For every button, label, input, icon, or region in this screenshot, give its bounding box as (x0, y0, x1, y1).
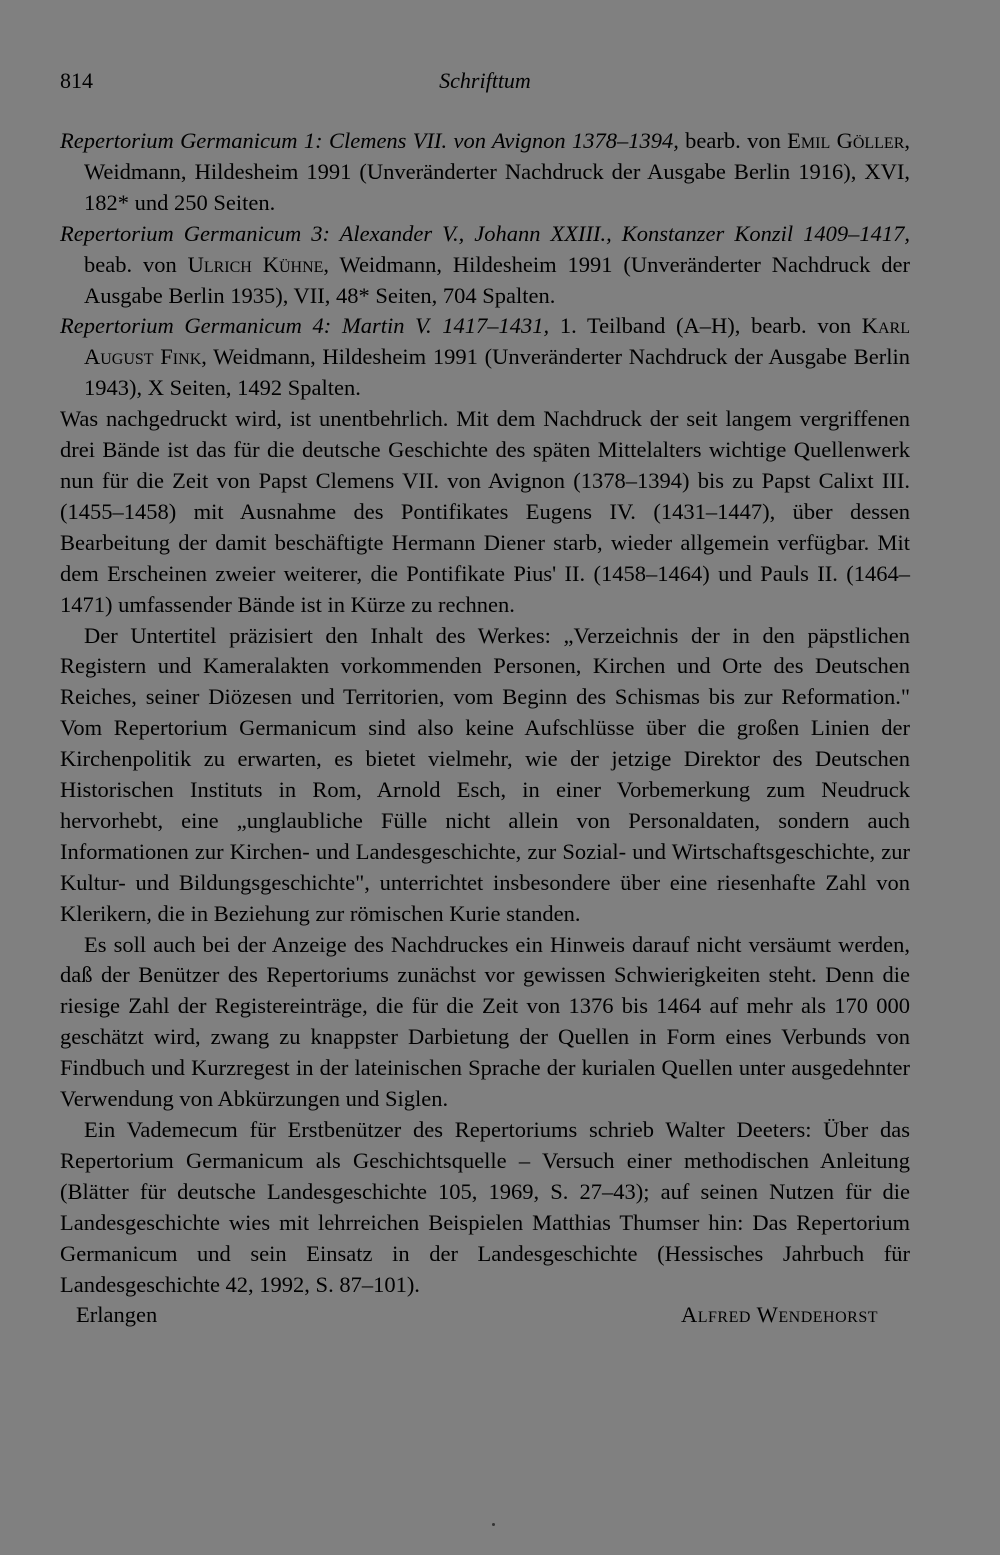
entry-pre-editor: bearb. von (678, 128, 788, 153)
entry-editor: Karl August Fink (84, 313, 910, 370)
entry-publication: , Weidmann, Hildesheim 1991 (Unveränderter Nachdruck der Ausgabe Berlin 1935), VII, 48* Seiten, 704 Spalten. (84, 251, 910, 308)
entry-editor: Emil Göller (787, 128, 905, 153)
review-paragraph: Was nachgedruckt wird, ist unentbehrlich. Mit dem Nachdruck der seit langem vergriffenen drei Bände ist das für die deutsche Geschichte des späten Mittelalters wichtige Quellenwerk nun für die Zeit von Papst Clemens VII. von Avignon (1378–1394) bis zu Papst Calixt III. (1455–1458) mit Ausnahme des Pontifikates Eugens IV. (1431–1447), über dessen Bearbeitung der damit beschäftigte Hermann Diener starb, wieder allgemein verfügbar. Mit dem Erscheinen zweier weiterer, die Pontifikate Pius' II. (1458–1464) und Pauls II. (1464–1471) umfassender Bände ist in Kürze zu rechnen. (60, 406, 910, 617)
entry-editor: Ulrich Kühne (187, 251, 324, 277)
entry-publication: , Weidmann, Hildesheim 1991 (Unveränderter Nachdruck der Ausgabe Berlin 1916), XVI, 182* und 250 Seiten. (84, 128, 910, 215)
entry-pre-editor: beab. von (84, 251, 188, 277)
signoff-author: Alfred Wendehorst (681, 1302, 878, 1328)
review-body (60, 126, 910, 1331)
running-title: Schrifttum (439, 68, 531, 93)
review-paragraph: Der Untertitel präzisiert den Inhalt des Werkes: „Verzeichnis der in den päpstlichen Registern und Kameralakten vorkommenden Personen, Kirchen und Orte des Deutschen Reiches, seiner Diözesen und Territorien, vom Beginn des Schismas bis zur Reformation." Vom Repertorium Germanicum sind also keine Aufschlüsse über die großen Linien der Kirchenpolitik zu erwarten, es bietet vielmehr, wie der jetzige Direktor des Deutschen Historischen Instituts in Rom, Arnold Esch, in einer Vorbemerkung zum Neudruck hervorhebt, eine „unglaubliche Fülle nicht allein von Personaldaten, sondern auch Informationen zur Kirchen- und Landesgeschichte, zur Sozial- und Wirtschaftsgeschichte, zur Kultur- und Bildungsgeschichte", unterrichtet insbesondere über eine riesenhafte Zahl von Klerikern, die in Beziehung zur römischen Kurie standen. (60, 622, 910, 926)
entry-publication: , Weidmann, Hildesheim 1991 (Unveränderter Nachdruck der Ausgabe Berlin 1943), X Seiten, 1492 Spalten. (84, 344, 910, 401)
page-number: 814 (60, 68, 93, 93)
entry-title: Repertorium Germanicum 4: Martin V. 1417–1431, (60, 313, 550, 339)
bibliographic-entry (60, 219, 910, 312)
scan-speck (492, 1523, 495, 1526)
entry-pre-editor: 1. Teilband (A–H), bearb. von (549, 313, 862, 339)
review-paragraph: Es soll auch bei der Anzeige des Nachdruckes ein Hinweis darauf nicht versäumt werden, daß der Benützer des Repertoriums zunächst vor gewissen Schwierigkeiten steht. Denn die riesige Zahl der Registereinträge, die für die Zeit von 1376 bis 1464 auf mehr als 170 000 geschätzt wird, zwang zu knappster Darbietung der Quellen in Form eines Verbunds von Findbuch und Kurzregest in der lateinischen Sprache der kurialen Quellen unter ausgedehnter Verwendung von Abkürzungen und Siglen. (60, 931, 910, 1112)
running-head (60, 68, 910, 98)
entry-title: Repertorium Germanicum 1: Clemens VII. von Avignon 1378–1394, (60, 128, 679, 153)
review-paragraph: Ein Vademecum für Erstbenützer des Repertoriums schrieb Walter Deeters: Über das Repertorium Germanicum als Geschichtsquelle – Versuch einer methodischen Anleitung (Blätter für deutsche Landesgeschichte 105, 1969, S. 27–43); auf seinen Nutzen für die Landesgeschichte wies mit lehrreichen Beispielen Matthias Thumser hin: Das Repertorium Germanicum und sein Einsatz in der Landesgeschichte (Hessisches Jahrbuch für Landesgeschichte 42, 1992, S. 87–101). (60, 1117, 910, 1297)
entry-title: Repertorium Germanicum 3: Alexander V., Johann XXIII., Konstanzer Konzil 1409–1417, (60, 220, 910, 246)
bibliographic-entry (60, 126, 910, 219)
signoff-place: Erlangen (76, 1302, 158, 1328)
bibliographic-entry (60, 311, 910, 404)
signoff (76, 1300, 910, 1331)
